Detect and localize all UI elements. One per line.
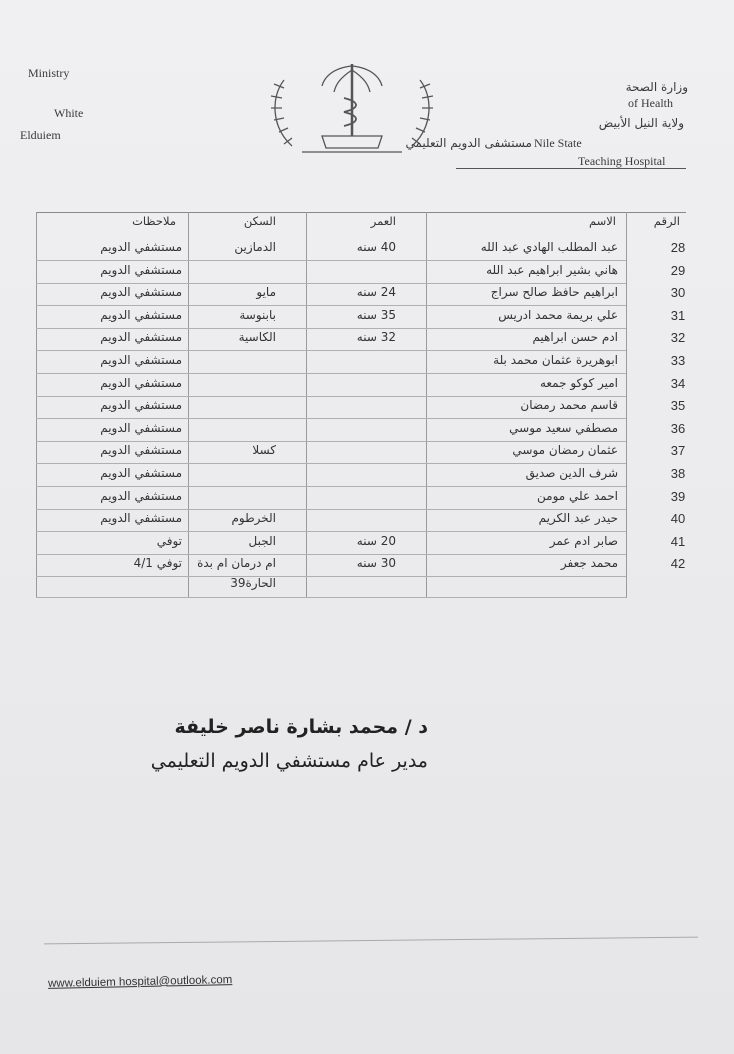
row-name: ابوهريرة عثمان محمد بلة bbox=[493, 353, 618, 367]
row-number: 32 bbox=[670, 330, 686, 346]
row-notes: مستشفي الدويم bbox=[100, 511, 182, 526]
header-name: الاسم bbox=[588, 214, 616, 228]
table-row bbox=[36, 238, 686, 261]
row-residence: الدمازين bbox=[234, 240, 276, 254]
table-row bbox=[36, 487, 686, 510]
table-row bbox=[36, 509, 686, 532]
table-row bbox=[36, 419, 686, 442]
row-number: 29 bbox=[670, 262, 686, 278]
letterhead-ministry-ar: وزارة الصحة bbox=[625, 80, 688, 94]
row-notes: مستشفي الدويم bbox=[100, 466, 182, 480]
table-row bbox=[36, 532, 686, 555]
footer-email-link[interactable]: www.elduiem hospital@outlook.com bbox=[47, 974, 233, 990]
table-bottom-border bbox=[36, 597, 626, 598]
letterhead-ministry: Ministry bbox=[28, 66, 70, 80]
row-notes: مستشفي الدويم bbox=[100, 488, 182, 503]
row-notes: توفي bbox=[156, 533, 182, 548]
row-name: عثمان رمضان موسي bbox=[512, 443, 618, 458]
row-notes: مستشفي الدويم bbox=[100, 398, 182, 413]
row-notes: مستشفي الدويم bbox=[100, 353, 182, 367]
table-row bbox=[36, 306, 686, 329]
row-residence-line2: الحارة39 bbox=[230, 576, 276, 591]
row-age: 35 سنه bbox=[356, 307, 396, 322]
row-name: احمد علي مومن bbox=[537, 488, 618, 503]
table-row bbox=[36, 261, 686, 284]
row-residence: الخرطوم bbox=[231, 511, 276, 526]
table-row bbox=[36, 283, 686, 306]
table-row bbox=[36, 374, 686, 397]
row-residence: كسلا bbox=[252, 443, 276, 458]
row-notes: مستشفي الدويم bbox=[100, 262, 182, 277]
row-number: 33 bbox=[670, 353, 686, 368]
row-age: 30 سنه bbox=[356, 556, 396, 571]
row-number: 36 bbox=[670, 420, 686, 436]
row-name: امير كوكو جمعه bbox=[539, 375, 618, 390]
row-notes: توفي 4/1 bbox=[133, 556, 182, 571]
table-top-border bbox=[36, 212, 686, 213]
row-name: شرف الدين صديق bbox=[525, 466, 618, 480]
row-number: 30 bbox=[670, 285, 686, 301]
row-notes: مستشفي الدويم bbox=[100, 443, 182, 458]
table-row bbox=[36, 328, 686, 351]
row-number: 34 bbox=[670, 375, 686, 391]
row-number: 40 bbox=[670, 511, 686, 527]
header-residence: السكن bbox=[243, 214, 276, 228]
row-age: 40 سنه bbox=[356, 240, 396, 254]
row-notes: مستشفي الدويم bbox=[100, 240, 182, 254]
signatory-name: د / محمد بشارة ناصر خليفة bbox=[174, 716, 428, 738]
row-notes: مستشفي الدويم bbox=[100, 375, 182, 390]
row-residence: ام درمان ام بدة bbox=[197, 556, 276, 571]
row-name: حيدر عبد الكريم bbox=[538, 511, 618, 526]
row-name: محمد جعفر bbox=[560, 556, 618, 571]
letterhead-rule bbox=[456, 168, 686, 169]
row-name: ابراهيم حافظ صالح سراج bbox=[490, 285, 618, 300]
letterhead-of-health: of Health bbox=[628, 96, 673, 110]
table-row bbox=[36, 554, 686, 591]
row-number: 41 bbox=[670, 533, 686, 549]
header-age: العمر bbox=[370, 214, 396, 228]
footer-rule bbox=[44, 937, 698, 945]
row-notes: مستشفي الدويم bbox=[100, 285, 182, 300]
row-name: مصطفي سعيد موسي bbox=[509, 420, 618, 435]
letterhead-hospital-ar: مستشفى الدويم التعليمي bbox=[405, 136, 532, 150]
row-name: قاسم محمد رمضان bbox=[520, 398, 618, 413]
letterhead-white: White bbox=[54, 106, 84, 120]
row-residence: الجبل bbox=[248, 533, 276, 548]
row-name: ادم حسن ابراهيم bbox=[532, 330, 618, 345]
row-age: 32 سنه bbox=[356, 330, 396, 345]
row-residence: مايو bbox=[256, 285, 276, 300]
row-notes: مستشفي الدويم bbox=[100, 307, 182, 322]
header-notes: ملاحظات bbox=[132, 214, 176, 228]
row-notes: مستشفي الدويم bbox=[100, 420, 182, 435]
letterhead-elduiem: Elduiem bbox=[20, 128, 61, 142]
row-name: هاني بشير ابراهيم عبد الله bbox=[486, 262, 618, 277]
letterhead-teaching-hospital: Teaching Hospital bbox=[578, 154, 666, 168]
row-residence: الكاسية bbox=[238, 330, 276, 345]
row-age: 20 سنه bbox=[356, 533, 396, 548]
row-residence: بابنوسة bbox=[239, 307, 276, 322]
row-notes: مستشفي الدويم bbox=[100, 330, 182, 345]
letterhead-state-ar: ولاية النيل الأبيض bbox=[598, 116, 684, 130]
row-number: 38 bbox=[670, 466, 686, 481]
signatory-title: مدير عام مستشفي الدويم التعليمي bbox=[150, 750, 428, 772]
row-divider bbox=[36, 576, 626, 577]
row-number: 37 bbox=[670, 443, 686, 459]
letterhead-nile-state: Nile State bbox=[534, 136, 582, 150]
row-name: عبد المطلب الهادي عبد الله bbox=[480, 240, 618, 254]
row-number: 39 bbox=[670, 488, 686, 504]
row-number: 42 bbox=[670, 556, 686, 572]
row-age: 24 سنه bbox=[356, 285, 396, 300]
table-row bbox=[36, 396, 686, 419]
table-row bbox=[36, 441, 686, 464]
row-name: صابر ادم عمر bbox=[549, 533, 618, 548]
patients-table bbox=[36, 212, 686, 598]
row-number: 35 bbox=[670, 398, 686, 414]
row-number: 31 bbox=[670, 307, 686, 323]
table-row bbox=[36, 351, 686, 374]
row-number: 28 bbox=[670, 240, 686, 255]
row-name: علي بريمة محمد ادريس bbox=[498, 307, 618, 322]
table-row bbox=[36, 464, 686, 487]
header-num: الرقم bbox=[653, 214, 680, 228]
